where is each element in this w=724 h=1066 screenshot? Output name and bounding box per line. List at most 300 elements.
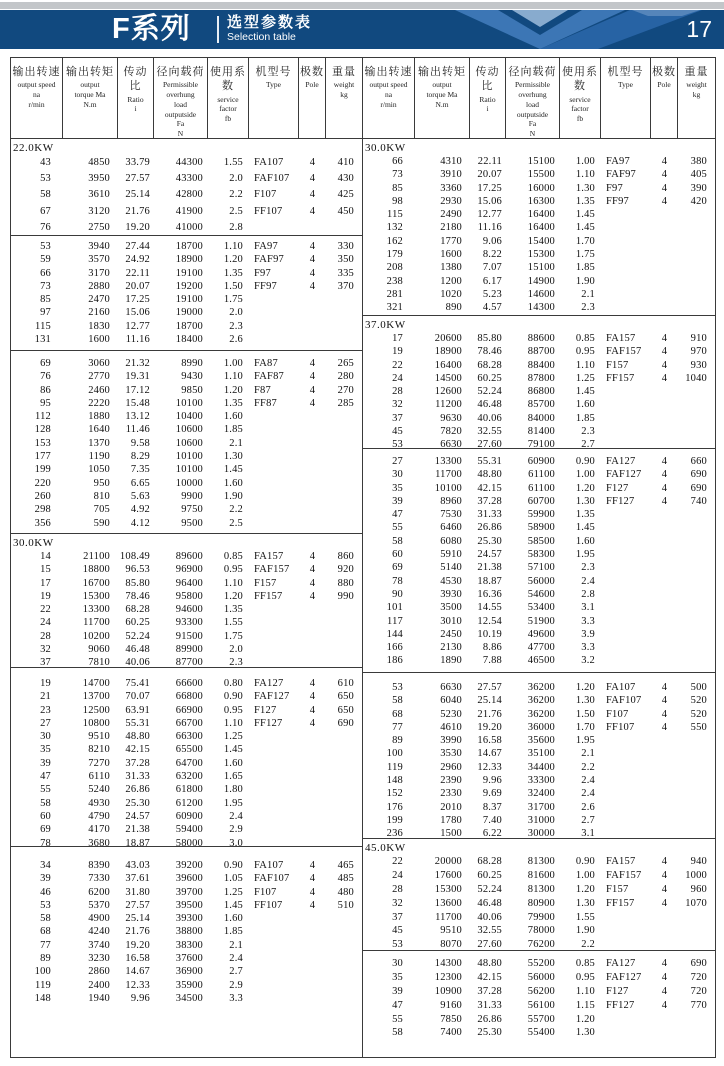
cell: 720 bbox=[690, 971, 707, 983]
cell: 1.75 bbox=[223, 630, 243, 642]
table-section-box bbox=[11, 847, 362, 1058]
cell: 9510 bbox=[440, 925, 462, 937]
cell bbox=[651, 425, 678, 438]
cell: 43.03 bbox=[125, 860, 150, 871]
cell bbox=[326, 477, 362, 490]
cell: 920 bbox=[337, 564, 354, 576]
cell: 690 bbox=[690, 469, 707, 481]
cell: 65500 bbox=[175, 744, 203, 756]
cell: 58500 bbox=[527, 535, 555, 547]
cell: 480 bbox=[337, 886, 354, 898]
cell: 81300 bbox=[527, 856, 555, 867]
cell: 4 bbox=[661, 897, 668, 909]
cell: 7530 bbox=[440, 509, 462, 521]
cell: 1.30 bbox=[575, 1027, 595, 1039]
cell: 68 bbox=[40, 926, 51, 938]
cell: 2.2 bbox=[229, 504, 243, 516]
cell bbox=[678, 615, 715, 628]
cell bbox=[601, 601, 651, 614]
cell: 740 bbox=[690, 495, 707, 507]
cell: 89600 bbox=[175, 551, 203, 562]
cell bbox=[326, 656, 362, 668]
cell: 1000 bbox=[685, 869, 707, 881]
cell: 9500 bbox=[181, 517, 203, 529]
cell: 285 bbox=[337, 397, 354, 409]
cell: 4 bbox=[661, 482, 668, 494]
cell bbox=[249, 965, 299, 978]
cell: 45 bbox=[392, 925, 403, 937]
cell: 1.85 bbox=[575, 262, 595, 274]
table-row bbox=[363, 398, 715, 411]
cell: F87 bbox=[254, 384, 271, 396]
table-section-box bbox=[11, 668, 362, 847]
cell: 2.0 bbox=[229, 173, 243, 185]
cell: 1.45 bbox=[223, 744, 243, 756]
cell: 265 bbox=[337, 358, 354, 369]
cell: 860 bbox=[337, 551, 354, 562]
cell bbox=[651, 301, 678, 314]
cell: 350 bbox=[337, 254, 354, 266]
cell: 4 bbox=[309, 551, 316, 562]
table-row bbox=[11, 677, 362, 690]
table-section-box bbox=[363, 673, 715, 839]
cell: 15300 bbox=[82, 590, 110, 602]
cell: 356 bbox=[34, 517, 51, 529]
cell: 4 bbox=[661, 856, 668, 867]
cell: 2750 bbox=[88, 221, 110, 233]
table-row bbox=[363, 235, 715, 248]
power-section-label: 45.0KW bbox=[365, 842, 406, 854]
cell: 37 bbox=[40, 657, 51, 668]
cell: 79100 bbox=[527, 439, 555, 449]
cell: 39 bbox=[40, 873, 51, 885]
table-row bbox=[363, 575, 715, 588]
cell: 420 bbox=[690, 195, 707, 207]
table-row bbox=[11, 253, 362, 266]
cell: 60.25 bbox=[477, 372, 502, 384]
cell bbox=[651, 235, 678, 248]
cell: 10400 bbox=[175, 411, 203, 423]
cell: 940 bbox=[690, 856, 707, 867]
cell bbox=[601, 548, 651, 561]
cell bbox=[299, 517, 326, 530]
cell: 60.25 bbox=[477, 869, 502, 881]
cell: 9900 bbox=[181, 490, 203, 502]
cell bbox=[601, 628, 651, 641]
cell: 14600 bbox=[527, 288, 555, 300]
table-row bbox=[363, 938, 715, 951]
cell: F127 bbox=[606, 482, 629, 494]
cell: 9.69 bbox=[482, 788, 502, 800]
cell: 5.63 bbox=[130, 490, 150, 502]
cell: 22 bbox=[392, 856, 403, 867]
cell bbox=[299, 992, 326, 1005]
cell: 78.46 bbox=[477, 346, 502, 358]
cell: 4850 bbox=[88, 157, 110, 168]
cell: 68 bbox=[392, 708, 403, 720]
table-row bbox=[363, 482, 715, 495]
cell: 910 bbox=[690, 333, 707, 344]
cell: 14500 bbox=[434, 372, 462, 384]
cell bbox=[678, 548, 715, 561]
cell bbox=[651, 535, 678, 548]
cell: 2.3 bbox=[581, 302, 595, 314]
table-row bbox=[363, 1013, 715, 1027]
cell: 14.67 bbox=[125, 966, 150, 978]
cell: 0.80 bbox=[223, 678, 243, 689]
table-row bbox=[11, 886, 362, 899]
cell: 1.60 bbox=[575, 399, 595, 411]
cell: 10800 bbox=[82, 717, 110, 729]
cell: 4 bbox=[309, 241, 316, 252]
cell bbox=[249, 925, 299, 938]
column-header: 径向载荷 Permissible overhung load outputside Fa N bbox=[154, 58, 208, 138]
cell: 24 bbox=[392, 869, 403, 881]
cell: 21.76 bbox=[477, 708, 502, 720]
cell: 14.55 bbox=[477, 602, 502, 614]
cell: 186 bbox=[386, 655, 403, 667]
cell: 85700 bbox=[527, 399, 555, 411]
cell: 4 bbox=[661, 883, 668, 895]
cell: 28 bbox=[392, 386, 403, 398]
cell bbox=[326, 517, 362, 530]
cell bbox=[678, 288, 715, 301]
cell: FAF157 bbox=[254, 564, 290, 576]
cell: 2.1 bbox=[229, 437, 243, 449]
cell: 9.96 bbox=[482, 775, 502, 787]
cell: FA97 bbox=[254, 241, 278, 252]
cell: 40.06 bbox=[477, 911, 502, 923]
cell: 7.40 bbox=[482, 814, 502, 826]
cell: 85 bbox=[40, 294, 51, 306]
cell bbox=[299, 293, 326, 306]
table-row bbox=[11, 717, 362, 730]
cell bbox=[678, 814, 715, 827]
cell: 16400 bbox=[527, 222, 555, 234]
cell: 6.17 bbox=[482, 275, 502, 287]
table-row bbox=[11, 517, 362, 530]
cell: 42.15 bbox=[477, 482, 502, 494]
table-section-box bbox=[363, 839, 715, 951]
cell bbox=[249, 757, 299, 770]
cell: 46500 bbox=[527, 655, 555, 667]
cell bbox=[651, 412, 678, 425]
cell: 4 bbox=[661, 958, 668, 969]
cell: FA87 bbox=[254, 358, 278, 369]
cell: 9160 bbox=[440, 999, 462, 1011]
cell: 4.92 bbox=[130, 504, 150, 516]
cell: 4 bbox=[661, 869, 668, 881]
cell: 47 bbox=[392, 509, 403, 521]
cell: 2160 bbox=[88, 307, 110, 319]
table-row bbox=[363, 1026, 715, 1040]
cell: 1640 bbox=[88, 424, 110, 436]
cell bbox=[249, 810, 299, 823]
cell: 15100 bbox=[527, 262, 555, 274]
table-row bbox=[363, 288, 715, 301]
column-header: 输出转矩 output torque Ma N.m bbox=[63, 58, 118, 138]
cell: 12.33 bbox=[477, 761, 502, 773]
cell: 93300 bbox=[175, 617, 203, 629]
cell: 18800 bbox=[82, 564, 110, 576]
cell: 9.58 bbox=[130, 437, 150, 449]
cell bbox=[678, 398, 715, 411]
cell: 2.2 bbox=[581, 939, 595, 951]
table-row bbox=[11, 171, 362, 187]
cell: 2.9 bbox=[229, 979, 243, 991]
cell bbox=[299, 743, 326, 756]
cell: 20.07 bbox=[125, 280, 150, 292]
cell: 36000 bbox=[527, 721, 555, 733]
cell: 321 bbox=[386, 302, 403, 314]
cell bbox=[601, 398, 651, 411]
cell: 18400 bbox=[175, 334, 203, 346]
cell: 14 bbox=[40, 551, 51, 562]
table-row bbox=[363, 261, 715, 274]
cell: FA97 bbox=[606, 156, 630, 167]
cell: 2.3 bbox=[581, 562, 595, 574]
cell: 0.95 bbox=[575, 346, 595, 358]
cell: 152 bbox=[386, 788, 403, 800]
cell: 550 bbox=[690, 721, 707, 733]
cell: 18900 bbox=[175, 254, 203, 266]
cell: FAF127 bbox=[606, 469, 642, 481]
cell: 4 bbox=[309, 860, 316, 871]
cell: 115 bbox=[387, 209, 403, 221]
cell: 2.4 bbox=[229, 953, 243, 965]
cell bbox=[249, 912, 299, 925]
cell: 179 bbox=[386, 249, 403, 261]
cell bbox=[678, 787, 715, 800]
cell: 21.38 bbox=[125, 824, 150, 836]
cell bbox=[678, 801, 715, 814]
table-row bbox=[363, 548, 715, 561]
cell: 21 bbox=[40, 691, 51, 703]
table-row bbox=[363, 535, 715, 548]
cell: 4 bbox=[309, 173, 316, 185]
cell: 11700 bbox=[435, 911, 462, 923]
cell: 6110 bbox=[88, 771, 110, 783]
cell: 4 bbox=[661, 469, 668, 481]
cell: 37 bbox=[392, 412, 403, 424]
cell: 81400 bbox=[527, 426, 555, 438]
cell: F157 bbox=[606, 359, 629, 371]
cell: 1880 bbox=[88, 411, 110, 423]
cell: 19.20 bbox=[125, 221, 150, 233]
cell bbox=[249, 293, 299, 306]
cell: 1.10 bbox=[223, 371, 243, 383]
cell bbox=[601, 924, 651, 938]
cell: 3910 bbox=[440, 169, 462, 181]
table-row bbox=[11, 267, 362, 280]
cell: 3500 bbox=[440, 602, 462, 614]
cell bbox=[299, 810, 326, 823]
cell: 58 bbox=[392, 1027, 403, 1039]
cell: 7820 bbox=[440, 426, 462, 438]
cell: 1.90 bbox=[575, 275, 595, 287]
cell: 2.7 bbox=[581, 439, 595, 449]
cell bbox=[651, 911, 678, 925]
table-row bbox=[363, 999, 715, 1013]
cell bbox=[601, 521, 651, 534]
cell: 2.9 bbox=[229, 824, 243, 836]
table-row bbox=[11, 204, 362, 220]
cell: F107 bbox=[254, 886, 277, 898]
cell: 1.00 bbox=[223, 358, 243, 369]
cell: 41000 bbox=[175, 221, 203, 233]
cell: 3.2 bbox=[581, 655, 595, 667]
cell bbox=[299, 952, 326, 965]
cell: 2.5 bbox=[229, 517, 243, 529]
cell: 1070 bbox=[685, 897, 707, 909]
table-row bbox=[363, 628, 715, 641]
table-row bbox=[11, 563, 362, 576]
cell bbox=[326, 463, 362, 476]
table-row bbox=[363, 957, 715, 971]
cell: 1.75 bbox=[575, 249, 595, 261]
table-row bbox=[11, 630, 362, 643]
table-row bbox=[363, 787, 715, 800]
table-row bbox=[363, 708, 715, 721]
cell: 510 bbox=[337, 899, 354, 911]
cell: 1890 bbox=[440, 655, 462, 667]
cell: 86800 bbox=[527, 386, 555, 398]
cell: 4900 bbox=[88, 913, 110, 925]
cell: 1.35 bbox=[575, 195, 595, 207]
cell bbox=[678, 301, 715, 314]
cell: 132 bbox=[386, 222, 403, 234]
table-row bbox=[363, 615, 715, 628]
cell bbox=[249, 477, 299, 490]
cell: 55.31 bbox=[125, 717, 150, 729]
cell bbox=[651, 575, 678, 588]
table-row bbox=[11, 939, 362, 952]
cell bbox=[299, 837, 326, 847]
cell: 7.07 bbox=[482, 262, 502, 274]
cell: 5140 bbox=[440, 562, 462, 574]
cell: 2.6 bbox=[581, 801, 595, 813]
cell bbox=[651, 385, 678, 398]
cell: 4 bbox=[309, 691, 316, 703]
table-left bbox=[10, 57, 363, 1058]
cell: 51900 bbox=[527, 615, 555, 627]
cell: 705 bbox=[93, 504, 110, 516]
cell: 12.77 bbox=[125, 320, 150, 332]
table-row bbox=[363, 681, 715, 694]
cell bbox=[651, 1013, 678, 1027]
cell bbox=[678, 385, 715, 398]
cell: 23 bbox=[40, 704, 51, 716]
cell: 95 bbox=[40, 397, 51, 409]
cell bbox=[299, 783, 326, 796]
cell: 1.00 bbox=[575, 869, 595, 881]
cell: 128 bbox=[34, 424, 51, 436]
cell: 31700 bbox=[527, 801, 555, 813]
cell: 4 bbox=[661, 999, 668, 1011]
cell: 0.95 bbox=[223, 564, 243, 576]
cell bbox=[326, 630, 362, 643]
cell: 81300 bbox=[527, 883, 555, 895]
cell: 31000 bbox=[527, 814, 555, 826]
cell bbox=[249, 823, 299, 836]
cell: 56000 bbox=[527, 575, 555, 587]
cell: FF127 bbox=[254, 717, 283, 729]
cell bbox=[249, 306, 299, 319]
cell: 16400 bbox=[527, 209, 555, 221]
cell: 1.20 bbox=[575, 1013, 595, 1025]
table-row bbox=[11, 797, 362, 810]
table-row bbox=[363, 275, 715, 288]
cell: FAF127 bbox=[606, 971, 642, 983]
cell: 17600 bbox=[434, 869, 462, 881]
cell bbox=[326, 293, 362, 306]
cell: 4 bbox=[309, 254, 316, 266]
cell: 2.4 bbox=[229, 810, 243, 822]
cell: 4 bbox=[661, 195, 668, 207]
cell: 18700 bbox=[175, 320, 203, 332]
cell: 37.61 bbox=[125, 873, 150, 885]
cell bbox=[651, 1026, 678, 1040]
cell: 162 bbox=[386, 235, 403, 247]
cell: 11200 bbox=[435, 399, 462, 411]
cell: 61100 bbox=[528, 469, 555, 481]
cell bbox=[249, 992, 299, 1005]
cell bbox=[249, 939, 299, 952]
cell: 40.06 bbox=[477, 412, 502, 424]
cell: 59 bbox=[40, 254, 51, 266]
cell bbox=[326, 410, 362, 423]
cell: 59900 bbox=[527, 509, 555, 521]
table-row bbox=[363, 971, 715, 985]
column-header: 径向载荷 Permissible overhung load outputside Fa N bbox=[506, 58, 560, 138]
table-row bbox=[363, 208, 715, 221]
cell: 10.19 bbox=[477, 628, 502, 640]
cell: 39 bbox=[40, 757, 51, 769]
cell: 260 bbox=[34, 490, 51, 502]
cell: 148 bbox=[34, 992, 51, 1004]
cell bbox=[299, 410, 326, 423]
cell bbox=[326, 757, 362, 770]
cell: 55200 bbox=[527, 958, 555, 969]
cell: FA157 bbox=[606, 856, 636, 867]
cell: 3950 bbox=[88, 173, 110, 185]
cell: 101 bbox=[386, 602, 403, 614]
cell: 1.70 bbox=[575, 721, 595, 733]
table-row bbox=[363, 588, 715, 601]
cell bbox=[651, 761, 678, 774]
cell: 20000 bbox=[434, 856, 462, 867]
cell: 18.87 bbox=[477, 575, 502, 587]
cell: 32 bbox=[392, 897, 403, 909]
cell: 4 bbox=[309, 873, 316, 885]
cell: 25.30 bbox=[125, 797, 150, 809]
cell: 4 bbox=[309, 371, 316, 383]
cell: 660 bbox=[690, 456, 707, 467]
cell: 520 bbox=[690, 708, 707, 720]
table-section-box bbox=[11, 351, 362, 534]
cell: 35100 bbox=[527, 748, 555, 760]
cell: 15400 bbox=[527, 235, 555, 247]
cell: 27.57 bbox=[125, 899, 150, 911]
cell: FF157 bbox=[606, 372, 635, 384]
cell: 270 bbox=[337, 384, 354, 396]
cell bbox=[651, 734, 678, 747]
cell bbox=[249, 952, 299, 965]
cell bbox=[678, 412, 715, 425]
cell bbox=[651, 628, 678, 641]
cell: 520 bbox=[690, 695, 707, 707]
column-header: 传动比 Ratio i bbox=[470, 58, 506, 138]
